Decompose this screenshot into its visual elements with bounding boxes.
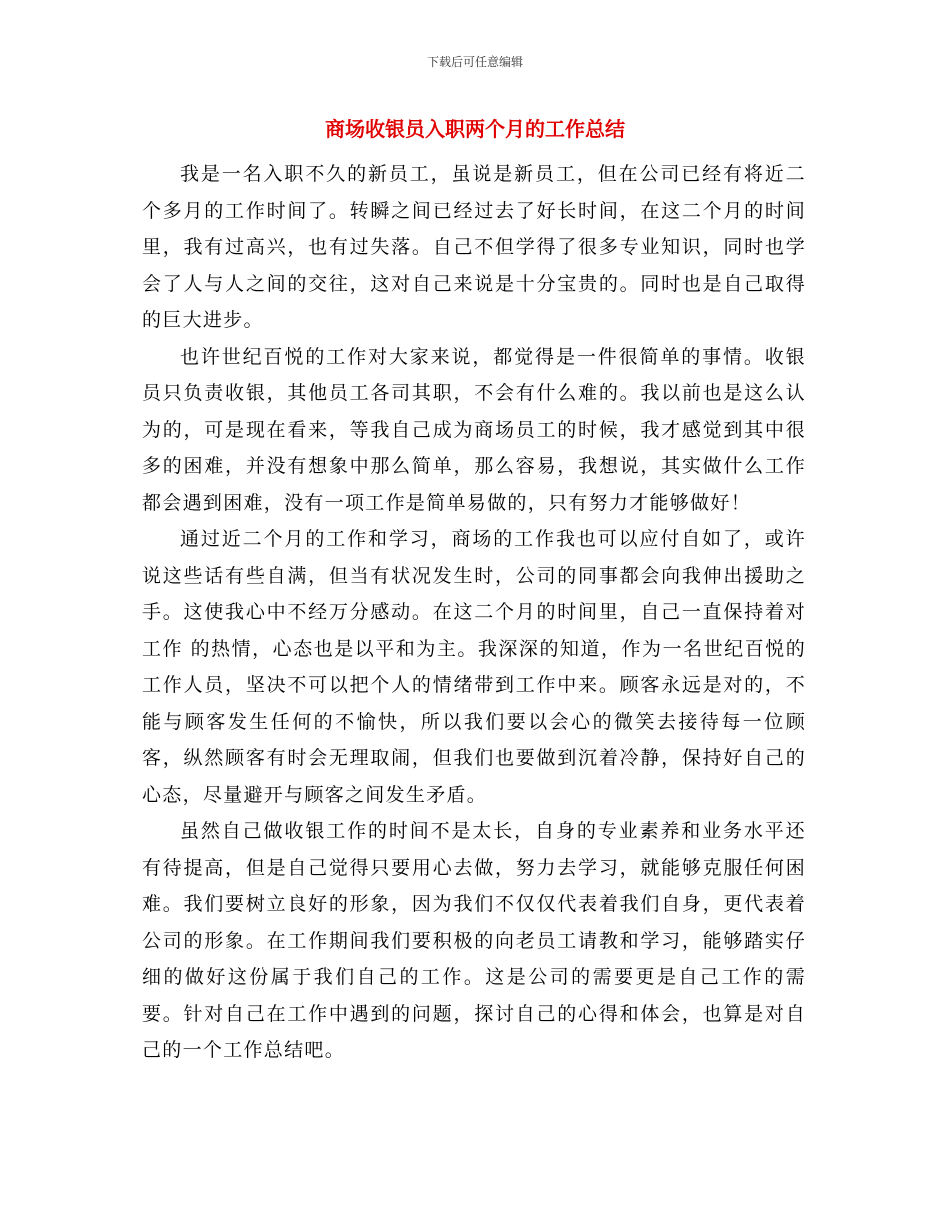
document-body xyxy=(142,156,806,1069)
header-note: 下载后可任意编辑 xyxy=(426,55,523,69)
paragraph-2: 也许世纪百悦的工作对大家来说，都觉得是一件很简单的事情。收银员只负责收银，其他员工各司其职，不会有什么难的。我以前也是这么认为的，可是现在看来，等我自己成为商场员工的时候，我才感觉到其中很多的困难，并没有想象中那么简单，那么容易，我想说，其实做什么工作都会遇到困难，没有一项工作是简单易做的，只有努力才能够做好！ xyxy=(142,345,806,514)
paragraph-1: 我是一名入职不久的新员工，虽说是新员工，但在公司已经有将近二个多月的工作时间了。转瞬之间已经过去了好长时间，在这二个月的时间里，我有过高兴，也有过失落。自己不但学得了很多专业知识，同时也学会了人与人之间的交往，这对自己来说是十分宝贵的。同时也是自己取得的巨大进步。 xyxy=(142,163,806,331)
paragraph-3: 通过近二个月的工作和学习，商场的工作我也可以应付自如了，或许说这些话有些自满，但当有状况发生时，公司的同事都会向我伸出援助之手。这使我心中不经万分感动。在这二个月的时间里，自己一直保持着对工作 的热情，心态也是以平和为主。我深深的知道，作为一名世纪百悦的工作人员，坚决不可以把个人的情绪带到工作中来。顾客永远是对的，不能与顾客发生任何的不愉快，所以我们要以会心的微笑去接待每一位顾客，纵然顾客有时会无理取闹，但我们也要做到沉着冷静，保持好自己的心态，尽量避开与顾客之间发生矛盾。 xyxy=(142,528,806,806)
document-title: 商场收银员入职两个月的工作总结 xyxy=(325,117,625,141)
paragraph-4: 虽然自己做收银工作的时间不是太长，自身的专业素养和业务水平还有待提高，但是自己觉得只要用心去做，努力去学习，就能够克服任何困难。我们要树立良好的形象，因为我们不仅仅代表着我们自身，更代表着公司的形象。在工作期间我们要积极的向老员工请教和学习，能够踏实仔细的做好这份属于我们自己的工作。这是公司的需要更是自己工作的需要。针对自己在工作中遇到的问题，探讨自己的心得和体会，也算是对自己的一个工作总结吧。 xyxy=(142,820,806,1061)
